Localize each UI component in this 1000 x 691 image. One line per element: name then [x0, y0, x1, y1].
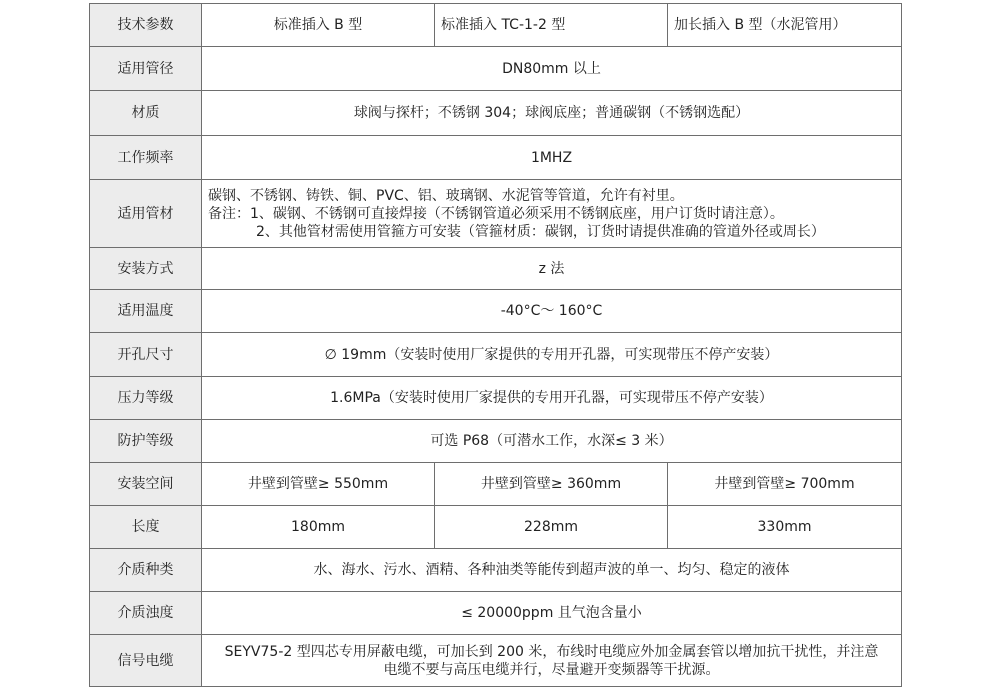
row-label: 长度	[90, 506, 202, 549]
header-col1: 标准插入 B 型	[202, 4, 435, 47]
row-temperature	[90, 290, 902, 333]
spec-table	[89, 3, 902, 687]
row-install-method	[90, 248, 902, 290]
pipe-material-line-1: 碳钢、不锈钢、铸铁、铜、PVC、铝、玻璃钢、水泥管等管道，允许有衬里。	[208, 187, 684, 204]
row-label: 压力等级	[90, 377, 202, 420]
row-value: 球阀与探杆；不锈钢 304；球阀底座；普通碳钢（不锈钢选配）	[202, 91, 902, 136]
install-space-col1: 井壁到管壁≥ 550mm	[202, 463, 435, 506]
row-label: 开孔尺寸	[90, 333, 202, 377]
header-label: 技术参数	[90, 4, 202, 47]
row-value	[202, 635, 902, 687]
row-turbidity	[90, 592, 902, 635]
row-signal-cable	[90, 635, 902, 687]
row-protection	[90, 420, 902, 463]
row-frequency	[90, 136, 902, 180]
signal-cable-line-1: SEYV75-2 型四芯专用屏蔽电缆，可加长到 200 米，布线时电缆应外加金属套管以增加抗干扰性，并注意	[224, 643, 879, 660]
row-value: ≤ 20000ppm 且气泡含量小	[202, 592, 902, 635]
row-label: 介质浊度	[90, 592, 202, 635]
row-label: 适用温度	[90, 290, 202, 333]
row-value	[202, 180, 902, 248]
row-label: 防护等级	[90, 420, 202, 463]
row-material	[90, 91, 902, 136]
row-value: 1.6MPa（安装时使用厂家提供的专用开孔器，可实现带压不停产安装）	[202, 377, 902, 420]
row-pressure	[90, 377, 902, 420]
row-pipe-size	[90, 47, 902, 91]
pipe-material-line-2: 备注：1、碳钢、不锈钢可直接焊接（不锈钢管道必须采用不锈钢底座，用户订货时请注意）。	[208, 205, 784, 222]
row-value: 可选 P68（可潜水工作，水深≤ 3 米）	[202, 420, 902, 463]
length-col3: 330mm	[668, 506, 902, 549]
row-label: 工作频率	[90, 136, 202, 180]
row-hole-size	[90, 333, 902, 377]
row-label: 信号电缆	[90, 635, 202, 687]
pipe-material-line-3: 2、其他管材需使用管箍方可安装（管箍材质：碳钢，订货时请提供准确的管道外径或周长）	[256, 223, 825, 240]
row-label: 适用管材	[90, 180, 202, 248]
row-value: DN80mm 以上	[202, 47, 902, 91]
header-col2: 标准插入 TC-1-2 型	[435, 4, 668, 47]
row-value: 1MHZ	[202, 136, 902, 180]
row-pipe-material	[90, 180, 902, 248]
header-row	[90, 4, 902, 47]
row-medium-type	[90, 549, 902, 592]
row-install-space	[90, 463, 902, 506]
row-value: ∅ 19mm（安装时使用厂家提供的专用开孔器，可实现带压不停产安装）	[202, 333, 902, 377]
row-label: 适用管径	[90, 47, 202, 91]
row-label: 介质种类	[90, 549, 202, 592]
row-label: 安装方式	[90, 248, 202, 290]
length-col2: 228mm	[435, 506, 668, 549]
length-col1: 180mm	[202, 506, 435, 549]
row-value: -40°C～ 160°C	[202, 290, 902, 333]
install-space-col3: 井壁到管壁≥ 700mm	[668, 463, 902, 506]
header-col3: 加长插入 B 型（水泥管用）	[668, 4, 902, 47]
row-value: z 法	[202, 248, 902, 290]
row-value: 水、海水、污水、酒精、各种油类等能传到超声波的单一、均匀、稳定的液体	[202, 549, 902, 592]
signal-cable-line-2: 电缆不要与高压电缆并行，尽量避开变频器等干扰源。	[383, 661, 720, 678]
row-label: 安装空间	[90, 463, 202, 506]
install-space-col2: 井壁到管壁≥ 360mm	[435, 463, 668, 506]
row-length	[90, 506, 902, 549]
row-label: 材质	[90, 91, 202, 136]
